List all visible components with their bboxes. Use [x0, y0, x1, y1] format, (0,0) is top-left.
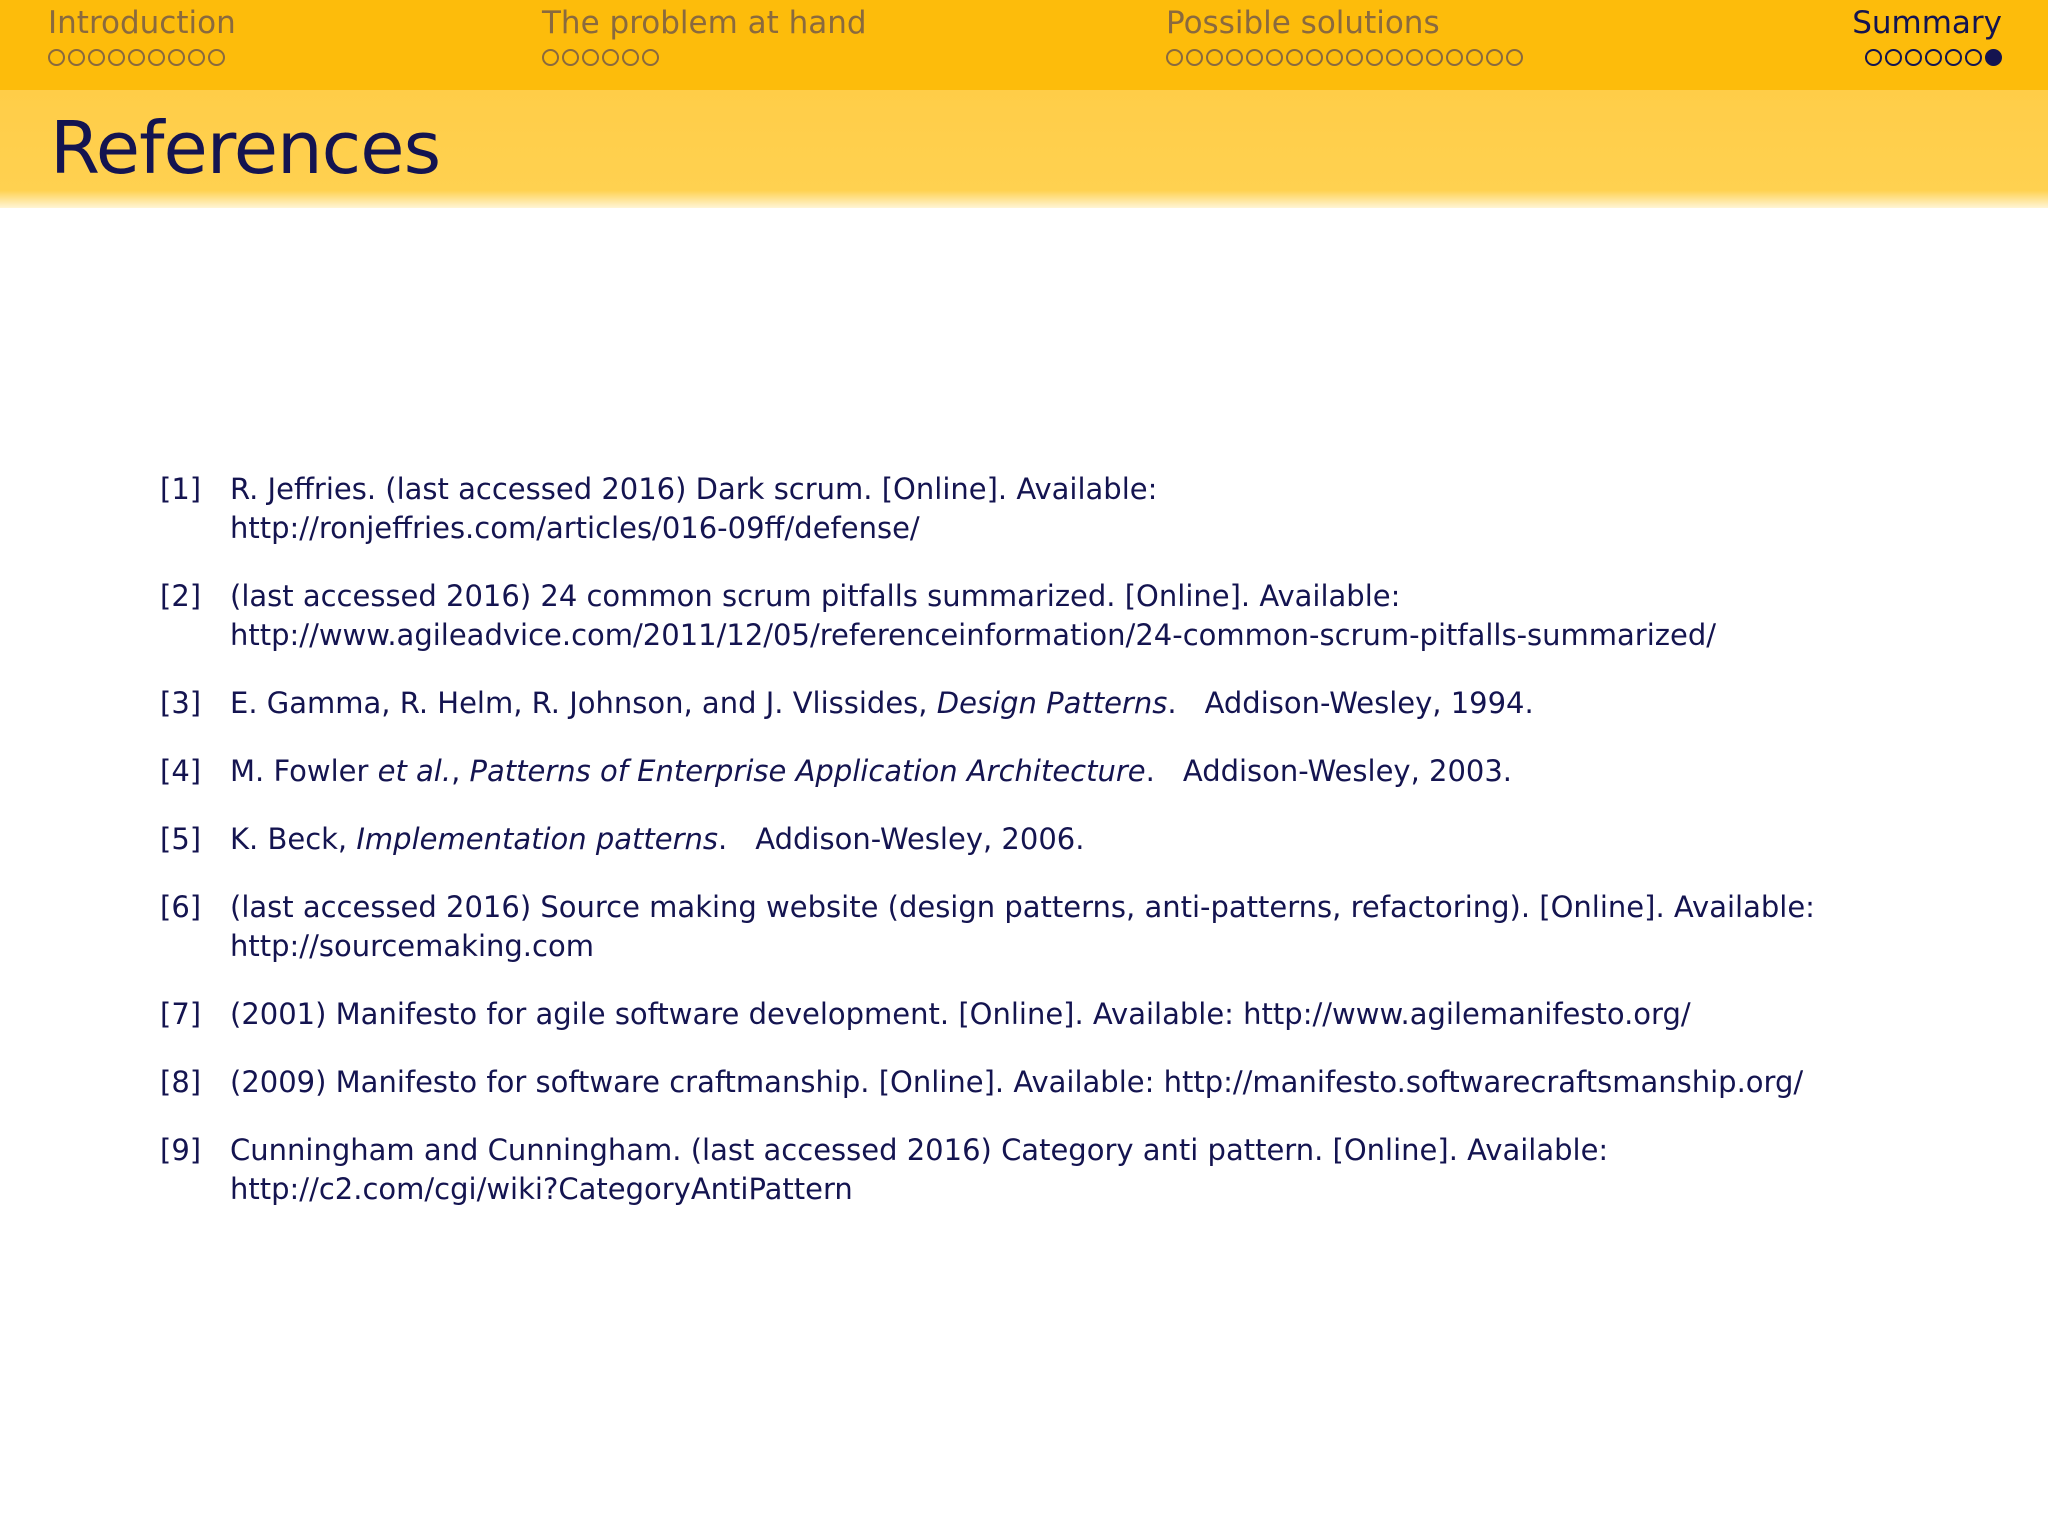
- reference-number: [2]: [160, 579, 202, 613]
- frame-dot[interactable]: [1446, 49, 1463, 66]
- frame-dot[interactable]: [168, 49, 185, 66]
- reference-text: M. Fowler et al., Patterns of Enterprise Application Architecture. Addison-Wesley, 2003.: [230, 754, 1513, 788]
- nav-section-title[interactable]: Introduction: [48, 5, 236, 41]
- frame-dot[interactable]: [1905, 49, 1922, 66]
- frame-dot[interactable]: [1246, 49, 1263, 66]
- frame-dot[interactable]: [188, 49, 205, 66]
- reference-authors: K. Beck,: [230, 822, 357, 856]
- frame-dot[interactable]: [128, 49, 145, 66]
- frame-dot[interactable]: [208, 49, 225, 66]
- reference-number: [1]: [160, 472, 202, 506]
- reference-book-title: Design Patterns: [936, 686, 1168, 720]
- reference-book-title: Patterns of Enterprise Application Architecture: [469, 754, 1146, 788]
- reference-number: [6]: [160, 890, 202, 924]
- reference-text: (last accessed 2016) 24 common scrum pitfalls summarized. [Online]. Available:: [230, 579, 1401, 613]
- frame-dot[interactable]: [622, 49, 639, 66]
- frame-dot[interactable]: [88, 49, 105, 66]
- frame-dot[interactable]: [1226, 49, 1243, 66]
- frame-dot[interactable]: [1466, 49, 1483, 66]
- reference-number: [8]: [160, 1065, 202, 1099]
- frame-dot[interactable]: [1366, 49, 1383, 66]
- reference-item: [160, 684, 2000, 723]
- frame-dot[interactable]: [48, 49, 65, 66]
- frame-dot[interactable]: [1186, 49, 1203, 66]
- section-navigation-bar: [0, 0, 2048, 90]
- frame-dot[interactable]: [1865, 49, 1882, 66]
- reference-item: [160, 995, 2000, 1034]
- frame-dot[interactable]: [562, 49, 579, 66]
- frame-dot[interactable]: [1486, 49, 1503, 66]
- frame-dot[interactable]: [148, 49, 165, 66]
- frame-dot[interactable]: [1306, 49, 1323, 66]
- reference-number: [3]: [160, 686, 202, 720]
- reference-publisher: Addison-Wesley, 2006.: [755, 822, 1085, 856]
- frame-dot[interactable]: [582, 49, 599, 66]
- frame-dot[interactable]: [1885, 49, 1902, 66]
- frame-dot[interactable]: [1286, 49, 1303, 66]
- reference-item: [160, 577, 2000, 655]
- nav-frame-dots: [1852, 46, 2002, 68]
- reference-url[interactable]: http://c2.com/cgi/wiki?CategoryAntiPattern: [230, 1172, 853, 1206]
- reference-number: [9]: [160, 1133, 202, 1167]
- reference-item: [160, 1063, 2000, 1102]
- nav-section-problem[interactable]: [542, 4, 867, 68]
- nav-frame-dots: [48, 46, 236, 68]
- reference-text: (2001) Manifesto for agile software development. [Online]. Available: http://www.agilemanifesto.org/: [230, 997, 1691, 1031]
- reference-publisher: Addison-Wesley, 1994.: [1204, 686, 1534, 720]
- reference-number: [7]: [160, 997, 202, 1031]
- frame-dot[interactable]: [1266, 49, 1283, 66]
- reference-authors: E. Gamma, R. Helm, R. Johnson, and J. Vlissides,: [230, 686, 937, 720]
- reference-publisher: Addison-Wesley, 2003.: [1182, 754, 1513, 788]
- reference-separator: ,: [451, 754, 470, 788]
- reference-et-al: et al.: [377, 754, 452, 788]
- frame-dot[interactable]: [108, 49, 125, 66]
- reference-text: (2009) Manifesto for software craftmanship. [Online]. Available: http://manifesto.softwarecraftsmanship.org/: [230, 1065, 1804, 1099]
- frame-dot[interactable]: [1945, 49, 1962, 66]
- frame-dot[interactable]: [1965, 49, 1982, 66]
- reference-text: K. Beck, Implementation patterns. Addison-Wesley, 2006.: [230, 822, 1085, 856]
- nav-section-solutions[interactable]: [1166, 4, 1523, 68]
- frame-dot[interactable]: [1406, 49, 1423, 66]
- reference-item: [160, 888, 2000, 966]
- reference-text: Cunningham and Cunningham. (last accessed 2016) Category anti pattern. [Online]. Available:: [230, 1133, 1609, 1167]
- nav-frame-dots: [1166, 46, 1523, 68]
- nav-section-title[interactable]: Possible solutions: [1166, 5, 1440, 41]
- reference-number: [4]: [160, 754, 202, 788]
- reference-item: [160, 470, 2000, 548]
- reference-book-title: Implementation patterns: [356, 822, 719, 856]
- frame-dot[interactable]: [68, 49, 85, 66]
- frame-dot[interactable]: [542, 49, 559, 66]
- current-frame-dot[interactable]: [1985, 49, 2002, 66]
- frame-dot[interactable]: [602, 49, 619, 66]
- reference-item: [160, 752, 2000, 791]
- references-list: [160, 470, 2000, 1238]
- nav-section-title[interactable]: The problem at hand: [542, 5, 867, 41]
- nav-section-title[interactable]: Summary: [1852, 5, 2002, 41]
- nav-frame-dots: [542, 46, 867, 68]
- reference-text: (last accessed 2016) Source making website (design patterns, anti-patterns, refactoring). [Online]. Available:: [230, 890, 1815, 924]
- frame-dot[interactable]: [1326, 49, 1343, 66]
- frame-dot[interactable]: [1426, 49, 1443, 66]
- nav-section-summary[interactable]: [1852, 4, 2002, 68]
- reference-item: [160, 1131, 2000, 1209]
- reference-url[interactable]: http://ronjeffries.com/articles/016-09ff/defense/: [230, 511, 920, 545]
- reference-number: [5]: [160, 822, 202, 856]
- nav-section-introduction[interactable]: [48, 4, 236, 68]
- frame-dot[interactable]: [1166, 49, 1183, 66]
- frame-title-band: [0, 90, 2048, 208]
- frame-dot[interactable]: [1925, 49, 1942, 66]
- frame-dot[interactable]: [1346, 49, 1363, 66]
- reference-url[interactable]: http://sourcemaking.com: [230, 929, 594, 963]
- reference-text: E. Gamma, R. Helm, R. Johnson, and J. Vlissides, Design Patterns. Addison-Wesley, 1994.: [230, 686, 1534, 720]
- reference-url[interactable]: http://www.agileadvice.com/2011/12/05/referenceinformation/24-common-scrum-pitfalls-summarized/: [230, 618, 1717, 652]
- frame-dot[interactable]: [1206, 49, 1223, 66]
- frame-dot[interactable]: [1506, 49, 1523, 66]
- reference-text: R. Jeffries. (last accessed 2016) Dark scrum. [Online]. Available:: [230, 472, 1158, 506]
- frame-dot[interactable]: [642, 49, 659, 66]
- reference-item: [160, 820, 2000, 859]
- frame-title: References: [50, 106, 441, 190]
- reference-authors: M. Fowler: [230, 754, 378, 788]
- frame-dot[interactable]: [1386, 49, 1403, 66]
